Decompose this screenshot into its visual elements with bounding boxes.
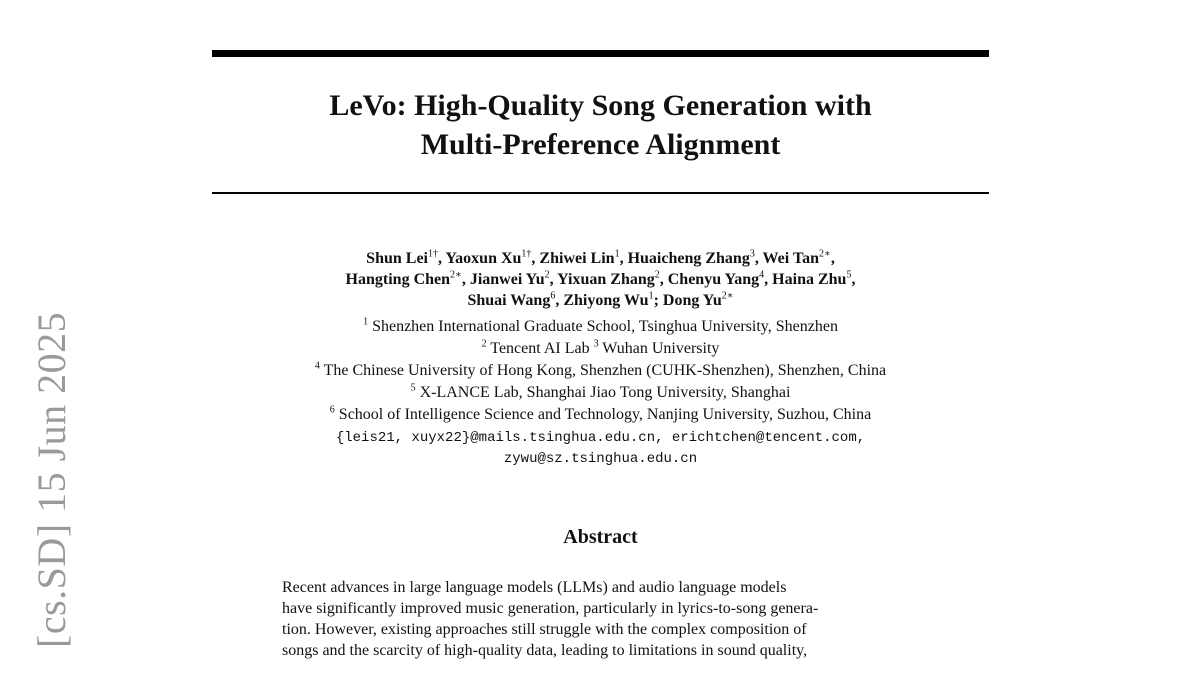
author-list (212, 248, 989, 311)
author-affiliation-marker: 2 (654, 269, 660, 281)
email-line-2: zywu@sz.tsinghua.edu.cn (503, 451, 698, 467)
author-name: Chenyu Yang (667, 271, 760, 288)
title-top-rule (212, 50, 989, 57)
affiliation-text: Tencent AI Lab (486, 340, 594, 357)
author-separator: , (851, 271, 856, 288)
affiliation-marker: 6 (329, 404, 335, 416)
abstract-body (282, 577, 922, 661)
author-line-3 (212, 290, 989, 311)
author-separator: , (555, 292, 564, 309)
affiliation-2-3 (212, 338, 989, 360)
author-name: Zhiwei Lin (539, 250, 615, 267)
title-line-1: LeVo: High-Quality Song Generation with (329, 89, 872, 122)
affiliation-text: School of Intelligence Science and Technology, Nanjing University, Suzhou, China (334, 406, 872, 423)
affiliation-marker: 5 (410, 382, 416, 394)
author-affiliation-marker: 1 (614, 248, 620, 260)
affiliation-marker: 4 (314, 360, 320, 372)
affiliation-text: X-LANCE Lab, Shanghai Jiao Tong University, Shanghai (415, 384, 791, 401)
author-name: Haina Zhu (772, 271, 847, 288)
abstract-line: Recent advances in large language models (LLMs) and audio language models (282, 579, 787, 596)
affiliation-text: The Chinese University of Hong Kong, Shenzhen (CUHK-Shenzhen), Shenzhen, China (319, 362, 887, 379)
affiliation-marker: 3 (593, 338, 599, 350)
affiliation-text: Shenzhen International Graduate School, Tsinghua University, Shenzhen (368, 318, 838, 335)
author-separator: , (531, 250, 540, 267)
affiliation-4 (212, 360, 989, 382)
author-separator: , (549, 271, 558, 288)
author-separator: , (461, 271, 470, 288)
abstract-heading: Abstract (563, 526, 638, 548)
author-name: Yixuan Zhang (557, 271, 655, 288)
author-affiliation-marker: 1† (521, 248, 532, 260)
author-line-2 (212, 269, 989, 290)
author-affiliation-marker: 1† (427, 248, 438, 260)
author-line-1 (212, 248, 989, 269)
title-line-2: Multi-Preference Alignment (420, 128, 781, 161)
abstract-line: tion. However, existing approaches still struggle with the complex composition of (282, 621, 807, 638)
author-name: Zhiyong Wu (563, 292, 649, 309)
arxiv-stamp-text: [cs.SD] 15 Jun 2025 (29, 311, 74, 648)
affiliation-marker: 2 (481, 338, 487, 350)
author-name: Jianwei Yu (469, 271, 545, 288)
author-separator: , (764, 271, 773, 288)
abstract-line: songs and the scarcity of high-quality data, leading to limitations in sound quality, (282, 642, 808, 659)
author-separator: , (619, 250, 628, 267)
author-affiliation-marker: 2∗ (450, 269, 462, 281)
author-affiliation-marker: 2∗ (819, 248, 831, 260)
contact-emails (212, 428, 989, 470)
author-separator: , (659, 271, 668, 288)
affiliation-text: Wuhan University (598, 340, 720, 357)
author-separator: ; (653, 292, 663, 309)
author-name: Shuai Wang (467, 292, 551, 309)
affiliation-1 (212, 316, 989, 338)
title-bottom-rule (212, 192, 989, 194)
author-affiliation-marker: 2 (544, 269, 550, 281)
author-separator: , (830, 250, 835, 267)
affiliation-5 (212, 382, 989, 404)
affiliation-6 (212, 404, 989, 426)
author-name: Dong Yu (662, 292, 722, 309)
author-name: Shun Lei (366, 250, 428, 267)
author-name: Yaoxun Xu (445, 250, 522, 267)
author-name: Hangting Chen (345, 271, 451, 288)
author-name: Huaicheng Zhang (627, 250, 750, 267)
author-affiliation-marker: 6 (550, 290, 556, 302)
affiliation-list (212, 316, 989, 426)
author-affiliation-marker: 1 (648, 290, 654, 302)
author-separator: , (754, 250, 763, 267)
author-separator: , (437, 250, 446, 267)
abstract-line: have significantly improved music generation, particularly in lyrics-to-song genera- (282, 600, 819, 617)
author-affiliation-marker: 4 (759, 269, 765, 281)
author-affiliation-marker: 3 (749, 248, 755, 260)
paper-title (212, 86, 989, 164)
author-affiliation-marker: 2∗ (721, 290, 734, 302)
author-name: Wei Tan (762, 250, 820, 267)
affiliation-marker: 1 (363, 316, 369, 328)
email-line-1: {leis21, xuyx22}@mails.tsinghua.edu.cn, erichtchen@tencent.com, (335, 430, 866, 446)
author-affiliation-marker: 5 (846, 269, 852, 281)
arxiv-identifier-stamp (16, 311, 96, 690)
